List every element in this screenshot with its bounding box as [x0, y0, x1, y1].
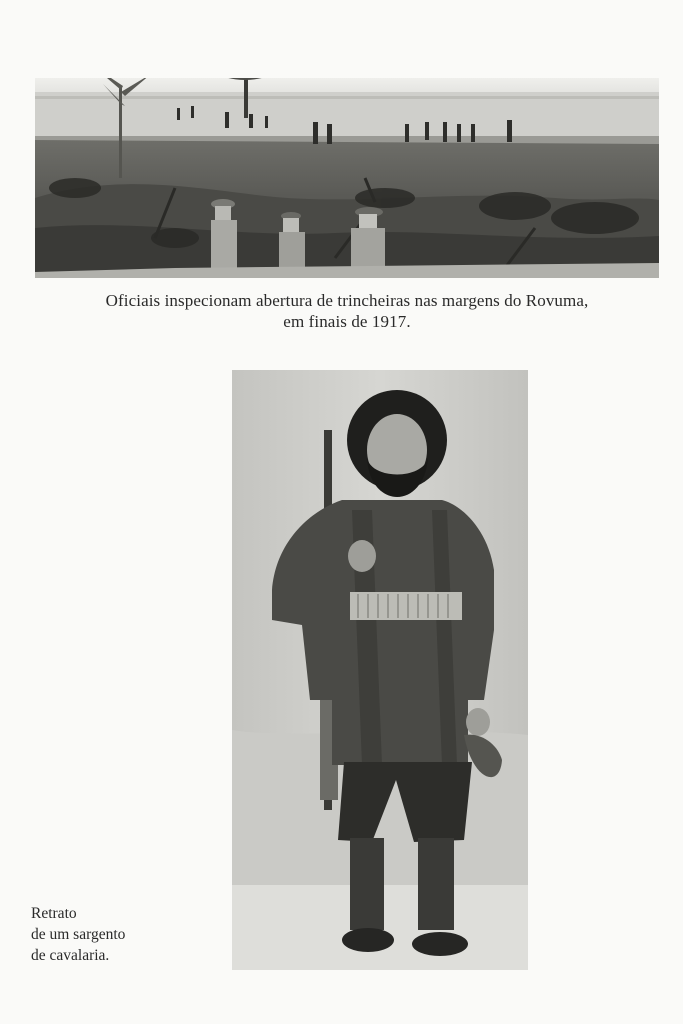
caption-line: de um sargento — [31, 926, 126, 943]
caption-line: em finais de 1917. — [283, 312, 411, 331]
trench-photo-image — [35, 78, 659, 278]
trench-photo-caption — [35, 290, 659, 332]
caption-line: Retrato — [31, 905, 77, 922]
sergeant-portrait-photo — [232, 370, 528, 970]
trench-photo — [35, 78, 659, 278]
sergeant-portrait-image — [232, 370, 528, 970]
caption-line: Oficiais inspecionam abertura de trincheiras nas margens do Rovuma, — [105, 291, 589, 310]
sergeant-portrait-caption — [31, 903, 201, 966]
caption-line: de cavalaria. — [31, 947, 110, 964]
